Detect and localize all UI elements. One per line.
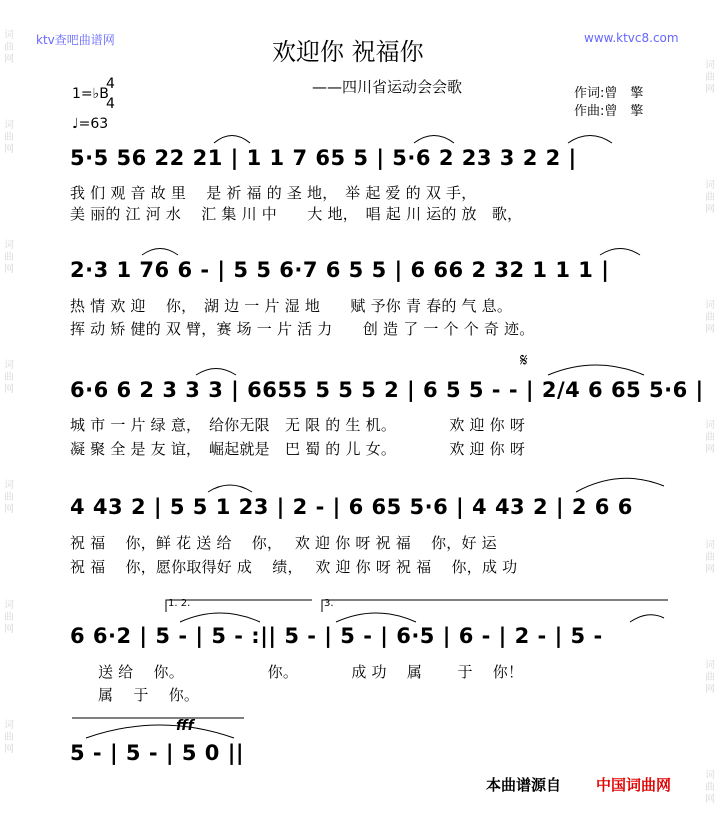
slur-row1-c [568, 136, 612, 144]
slur-row1-a [214, 136, 250, 144]
slur-row3-b [548, 365, 644, 375]
slur-row4-a [208, 485, 252, 492]
slur-row6-a [86, 725, 234, 738]
watermark-right-3: 词曲网 [705, 300, 715, 335]
slur-row2-b [600, 249, 640, 256]
watermark-right-2: 词曲网 [705, 180, 715, 215]
watermark-left-1: 词曲网 [4, 30, 14, 65]
slur-row5-c [630, 615, 664, 622]
site-name-left[interactable]: ktv查吧曲谱网 [36, 33, 115, 47]
watermark-right-1: 词曲网 [705, 60, 715, 95]
volta-bracket-1 [166, 600, 312, 612]
lyricist-credit: 作词:曾 擎 [574, 86, 644, 101]
watermark-left-4: 词曲网 [4, 360, 14, 395]
lyrics-row-3-verse-1: 城 市 一 片 绿 意， 给你无限 无 限 的 生 机。 欢 迎 你 呀 [70, 416, 526, 434]
footer-source-site[interactable]: 中国词曲网 [596, 776, 672, 794]
notation-row-2: 2·3 1 76 6 - | 5 5 6·7 6 5 5 | 6 66 2 32 1 1 1 | [70, 258, 610, 282]
notation-row-4: 4 43 2 | 5 5 1 23 | 2 - | 6 65 5·6 | 4 43 2 | 2 6 6 [70, 495, 633, 519]
song-title: 欢迎你 祝福你 [272, 38, 424, 66]
time-signature-bottom: 4 [106, 96, 115, 112]
site-url-right[interactable]: www.ktvc8.com [584, 31, 679, 45]
watermark-left-7: 词曲网 [4, 720, 14, 755]
slur-row2-a [142, 249, 178, 256]
slur-row5-b [336, 613, 416, 622]
watermark-right-5: 词曲网 [705, 540, 715, 575]
notation-row-6: 5 - | 5 - | 5 0 || [70, 741, 245, 765]
volta-third: 3. [324, 598, 334, 609]
slur-row4-b [576, 478, 664, 492]
key-signature: 1=♭B [72, 86, 109, 102]
lyrics-row-5-verse-2: 属 于 你。 [98, 686, 200, 704]
notation-row-3: 6·6 6 2 3 3 3 | 6655 5 5 5 2 | 6 5 5 - - | 2/4 6 65 5·6 | [70, 378, 704, 402]
footer-source-label: 本曲谱源自 [486, 776, 562, 794]
notation-row-5: 6 6·2 | 5 - | 5 - :|| 5 - | 5 - | 6·5 | 6 - | 2 - | 5 - [70, 624, 603, 648]
volta-first-second: 1. 2. [168, 598, 191, 609]
slur-row5-a [180, 613, 260, 622]
lyrics-row-4-verse-1: 祝 福 你，鲜 花 送 给 你， 欢 迎 你 呀 祝 福 你，好 运 [70, 534, 497, 552]
watermark-right-6: 词曲网 [705, 660, 715, 695]
watermark-left-2: 词曲网 [4, 120, 14, 155]
lyrics-row-2-verse-1: 热 情 欢 迎 你， 湖 边 一 片 湿 地 赋 予你 青 春的 气 息。 [70, 297, 513, 315]
watermark-left-3: 词曲网 [4, 240, 14, 275]
dynamic-marking: fff [176, 718, 194, 734]
time-signature-top: 4 [106, 76, 115, 92]
watermark-right-7: 词曲网 [705, 770, 715, 805]
volta-bracket-2 [322, 600, 668, 612]
lyrics-row-5-verse-1: 送 给 你。 你。 成 功 属 于 你！ [98, 663, 524, 681]
lyrics-row-2-verse-2: 挥 动 矫 健的 双 臂，赛 场 一 片 活 力 创 造 了 一 个 个 奇 迹。 [70, 320, 535, 338]
lyrics-row-3-verse-2: 凝 聚 全 是 友 谊， 崛起就是 巴 蜀 的 儿 女。 欢 迎 你 呀 [70, 440, 526, 458]
segno-sign: 𝄋 [520, 350, 528, 371]
lyrics-row-4-verse-2: 祝 福 你，愿你取得好 成 绩， 欢 迎 你 呀 祝 福 你，成 功 [70, 558, 518, 576]
notation-row-1: 5·5 56 22 21 | 1 1 7 65 5 | 5·6 2 23 3 2 2 | [70, 146, 577, 170]
slur-row3-a [196, 369, 236, 376]
lyrics-row-1-verse-1: 我 们 观 音 故 里 是 祈 福 的 圣 地， 举 起 爱 的 双 手， [70, 184, 477, 202]
lyrics-row-1-verse-2: 美 丽的 江 河 水 汇 集 川 中 大 地， 唱 起 川 运的 放 歌， [70, 205, 523, 223]
slur-row1-b [414, 136, 454, 144]
song-subtitle: ——四川省运动会会歌 [312, 78, 463, 96]
watermark-left-6: 词曲网 [4, 600, 14, 635]
watermark-left-5: 词曲网 [4, 480, 14, 515]
tempo-marking: ♩=63 [72, 116, 109, 132]
watermark-right-4: 词曲网 [705, 420, 715, 455]
composer-credit: 作曲:曾 擎 [574, 104, 644, 119]
